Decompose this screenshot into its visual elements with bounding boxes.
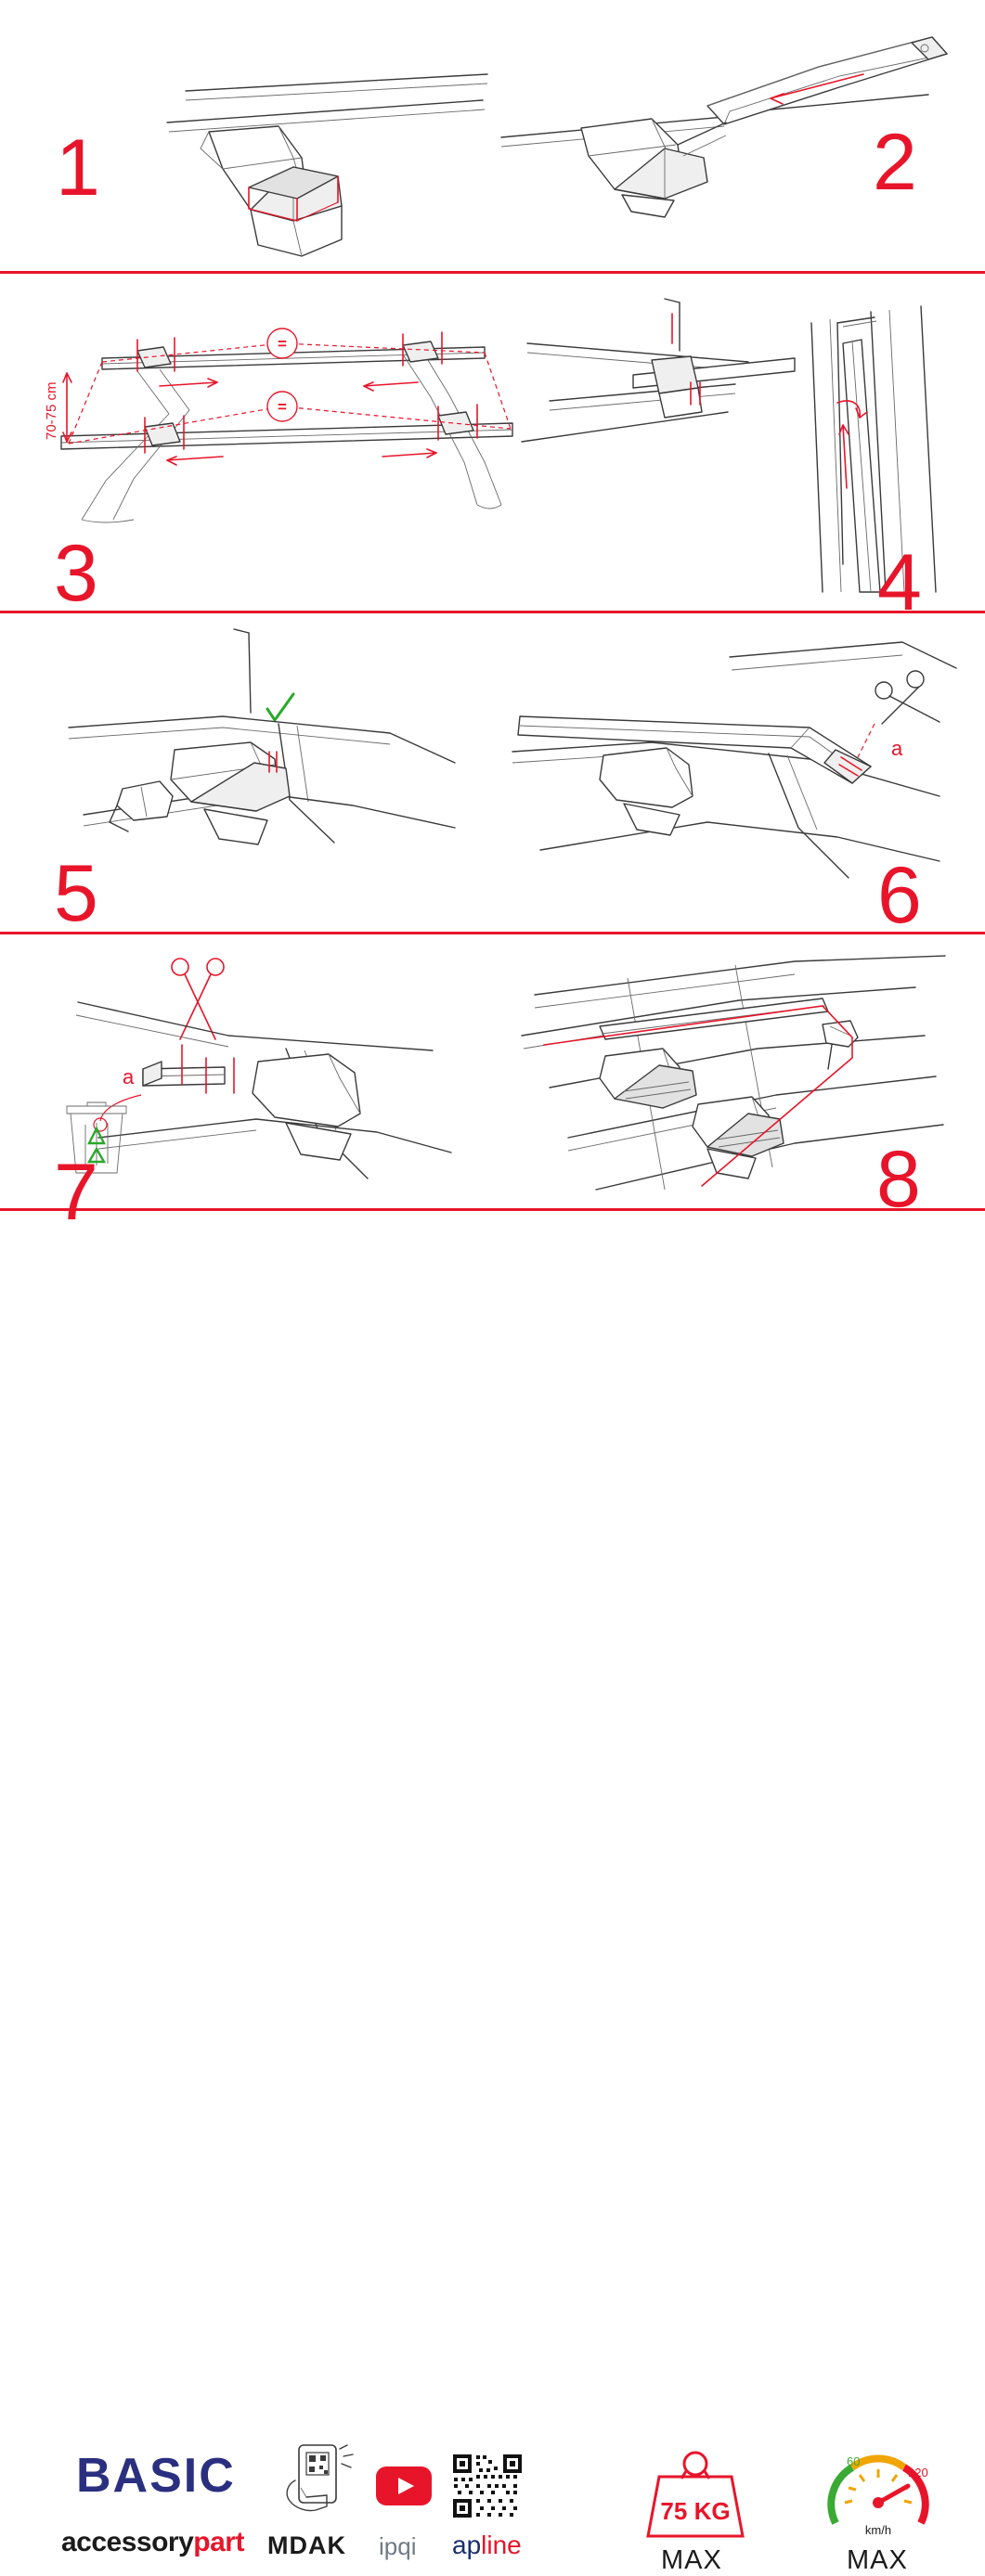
divider-rule-3 bbox=[0, 932, 985, 934]
step-3-number: 3 bbox=[54, 529, 98, 618]
max-speed-icon bbox=[823, 2445, 934, 2542]
step-8-number: 8 bbox=[876, 1135, 921, 1224]
footer bbox=[0, 1211, 985, 2575]
qr-code-icon[interactable] bbox=[451, 2453, 524, 2519]
brand-accessory-second: part bbox=[193, 2527, 244, 2557]
speed-tick-60: 60 bbox=[847, 2454, 861, 2468]
step-4-number: 4 bbox=[877, 538, 922, 627]
step-3-equal-2: = bbox=[278, 398, 287, 416]
brand-mdak: MDAK bbox=[267, 2531, 346, 2559]
brand-basic: BASIC bbox=[76, 2449, 236, 2503]
step-5-number: 5 bbox=[54, 849, 98, 938]
brand-apline-second: line bbox=[481, 2531, 522, 2559]
scissors-icon-red bbox=[172, 959, 224, 1039]
brand-accessory-first: accessory bbox=[61, 2527, 194, 2557]
brand-ipqi: ipqi bbox=[379, 2532, 417, 2560]
step-3-illustration bbox=[44, 306, 531, 529]
step-2-number: 2 bbox=[873, 118, 917, 207]
speed-tick-120: 120 bbox=[908, 2466, 928, 2479]
scan-with-phone-icon bbox=[279, 2443, 358, 2519]
speed-unit: km/h bbox=[864, 2523, 892, 2537]
step-6-number: 6 bbox=[877, 851, 922, 940]
max-speed-label: MAX bbox=[847, 2545, 908, 2575]
step-7-illustration bbox=[43, 947, 460, 1197]
step-7-number: 7 bbox=[54, 1148, 98, 1237]
brand-accessorypart bbox=[61, 2527, 244, 2558]
youtube-play-button-icon[interactable] bbox=[375, 2466, 433, 2506]
step-6-label-a: a bbox=[891, 737, 903, 760]
step-1-illustration bbox=[111, 46, 501, 260]
brand-apline bbox=[452, 2531, 522, 2560]
brand-apline-first: ap bbox=[452, 2531, 482, 2559]
step-5-illustration bbox=[56, 624, 464, 874]
divider-rule-1 bbox=[0, 271, 985, 274]
step-3-measure-text: 70-75 cm bbox=[44, 381, 59, 440]
step-7-label-a: a bbox=[123, 1065, 135, 1088]
step-3-equal-1: = bbox=[278, 335, 287, 353]
max-load-icon bbox=[644, 2443, 746, 2542]
scissors-icon bbox=[875, 671, 940, 724]
step-1-number: 1 bbox=[56, 123, 100, 213]
max-load-label: MAX bbox=[661, 2545, 722, 2575]
divider-rule-2 bbox=[0, 611, 985, 613]
max-load-value: 75 KG bbox=[660, 2497, 731, 2525]
